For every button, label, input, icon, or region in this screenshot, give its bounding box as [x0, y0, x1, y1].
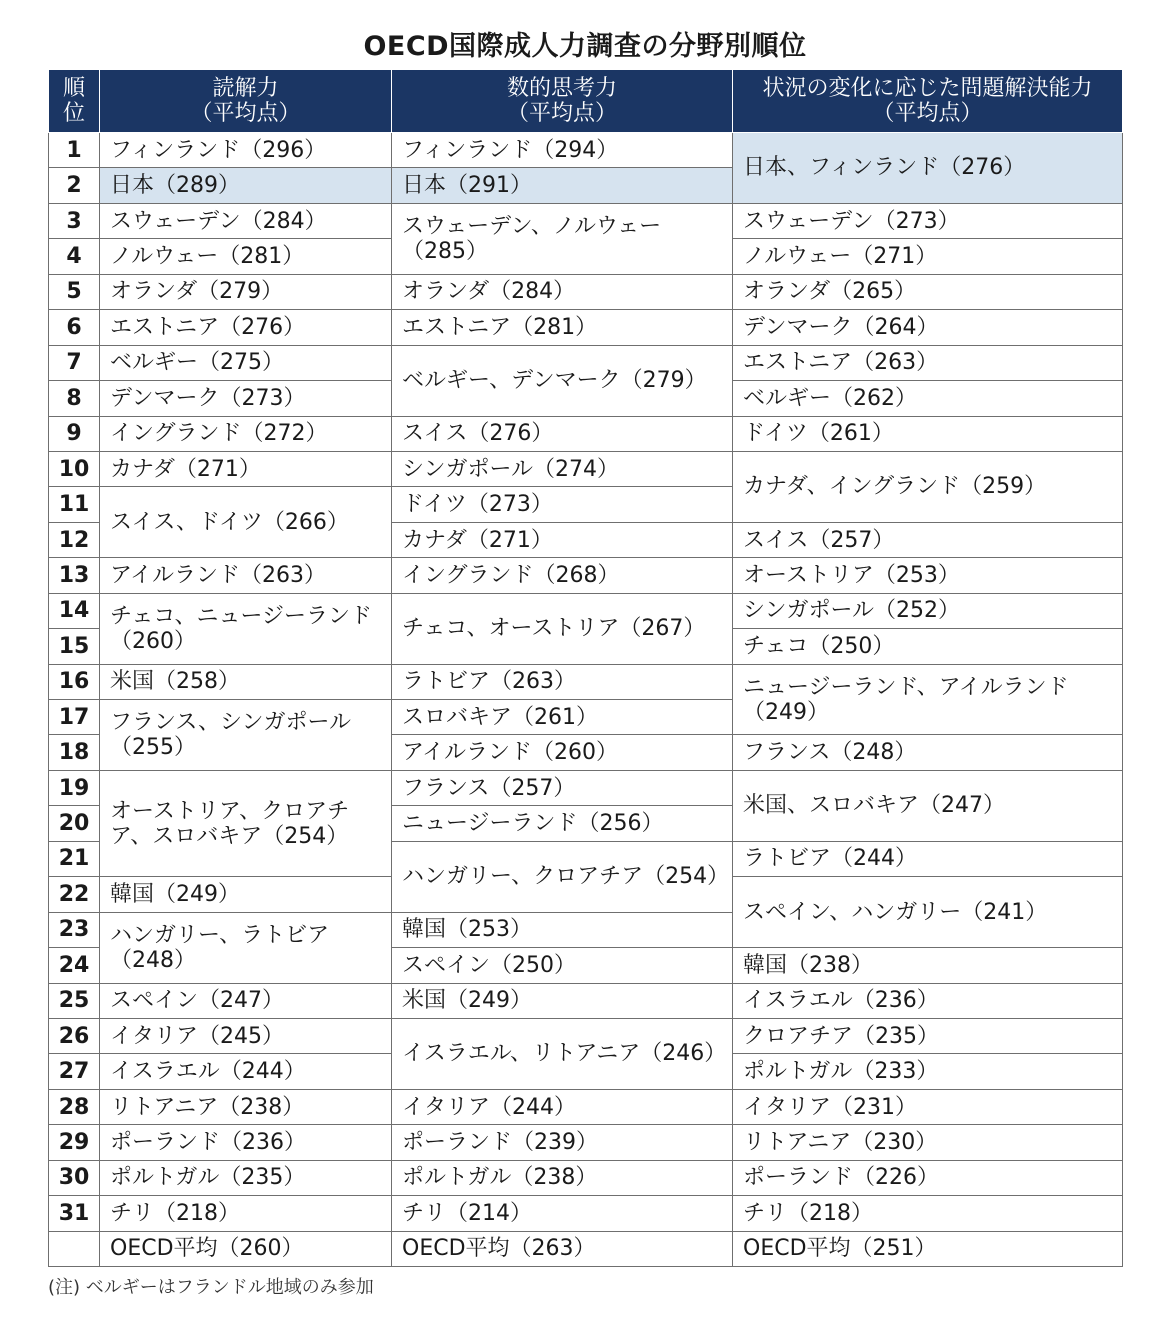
header-math [392, 70, 733, 133]
reading-cell: チリ（218） [100, 1196, 392, 1231]
rank-cell: 4 [49, 239, 100, 274]
table-row [49, 310, 1123, 345]
header-problem-title: 状況の変化に応じた問題解決能力 [762, 76, 1093, 101]
table-row [49, 770, 1123, 805]
problem-cell: ニュージーランド、アイルランド（249） [733, 664, 1123, 735]
math-cell: ポーランド（239） [392, 1125, 733, 1160]
problem-cell: オランダ（265） [733, 274, 1123, 309]
rank-cell: 31 [49, 1196, 100, 1231]
math-cell: スウェーデン、ノルウェー（285） [392, 203, 733, 274]
reading-cell: オーストリア、クロアチア、スロバキア（254） [100, 770, 392, 876]
rank-cell: 21 [49, 841, 100, 876]
problem-cell: クロアチア（235） [733, 1018, 1123, 1053]
rank-cell: 29 [49, 1125, 100, 1160]
rank-cell: 11 [49, 487, 100, 522]
math-cell: シンガポール（274） [392, 451, 733, 486]
rank-cell: 9 [49, 416, 100, 451]
rank-cell: 27 [49, 1054, 100, 1089]
math-cell: フィンランド（294） [392, 133, 733, 168]
table-row [49, 416, 1123, 451]
header-math-sub: （平均点） [506, 101, 617, 126]
reading-cell: デンマーク（273） [100, 381, 392, 416]
problem-cell: 韓国（238） [733, 948, 1123, 983]
table-row [49, 593, 1123, 628]
table-row [49, 1196, 1123, 1231]
table-row [49, 664, 1123, 699]
rank-cell: 26 [49, 1018, 100, 1053]
rank-cell-empty [49, 1231, 100, 1266]
ranking-table [48, 69, 1123, 1267]
math-cell: 米国（249） [392, 983, 733, 1018]
problem-cell: チェコ（250） [733, 629, 1123, 664]
header-rank-line1: 順 [62, 76, 85, 101]
reading-cell: イングランド（272） [100, 416, 392, 451]
table-row [49, 1018, 1123, 1053]
rank-cell: 17 [49, 700, 100, 735]
header-problem [733, 70, 1123, 133]
table-row [49, 345, 1123, 380]
rank-cell: 18 [49, 735, 100, 770]
reading-cell: 韓国（249） [100, 877, 392, 912]
rank-cell: 24 [49, 948, 100, 983]
rank-cell: 14 [49, 593, 100, 628]
table-row [49, 274, 1123, 309]
oecd-average-math: OECD平均（263） [392, 1231, 733, 1266]
problem-cell: ポーランド（226） [733, 1160, 1123, 1195]
reading-cell: ベルギー（275） [100, 345, 392, 380]
header-row [49, 70, 1123, 133]
oecd-average-problem: OECD平均（251） [733, 1231, 1123, 1266]
math-cell: スロバキア（261） [392, 700, 733, 735]
math-cell: カナダ（271） [392, 522, 733, 557]
math-cell: ラトビア（263） [392, 664, 733, 699]
oecd-average-row [49, 1231, 1123, 1266]
reading-cell: 日本（289） [100, 168, 392, 203]
problem-cell: ラトビア（244） [733, 841, 1123, 876]
reading-cell: カナダ（271） [100, 451, 392, 486]
rank-cell: 3 [49, 203, 100, 238]
math-cell: ポルトガル（238） [392, 1160, 733, 1195]
reading-cell: スペイン（247） [100, 983, 392, 1018]
header-rank [49, 70, 100, 133]
rank-cell: 15 [49, 629, 100, 664]
reading-cell: ポルトガル（235） [100, 1160, 392, 1195]
table-body [49, 133, 1123, 1267]
problem-cell: ポルトガル（233） [733, 1054, 1123, 1089]
header-reading-title: 読解力 [212, 76, 279, 101]
table-row [49, 451, 1123, 486]
rank-cell: 12 [49, 522, 100, 557]
reading-cell: 米国（258） [100, 664, 392, 699]
table-row [49, 203, 1123, 238]
problem-cell: エストニア（263） [733, 345, 1123, 380]
footnote: (注) ベルギーはフランドル地域のみ参加 [48, 1277, 374, 1298]
math-cell: イタリア（244） [392, 1089, 733, 1124]
header-rank-line2: 位 [62, 101, 85, 126]
rank-cell: 6 [49, 310, 100, 345]
rank-cell: 7 [49, 345, 100, 380]
problem-cell: ノルウェー（271） [733, 239, 1123, 274]
math-cell: ドイツ（273） [392, 487, 733, 522]
math-cell: ニュージーランド（256） [392, 806, 733, 841]
rank-cell: 30 [49, 1160, 100, 1195]
table-row [49, 1089, 1123, 1124]
math-cell: 日本（291） [392, 168, 733, 203]
problem-cell: イタリア（231） [733, 1089, 1123, 1124]
header-problem-sub: （平均点） [872, 101, 983, 126]
reading-cell: リトアニア（238） [100, 1089, 392, 1124]
rank-cell: 28 [49, 1089, 100, 1124]
rank-cell: 23 [49, 912, 100, 947]
problem-cell: シンガポール（252） [733, 593, 1123, 628]
math-cell: イングランド（268） [392, 558, 733, 593]
problem-cell: ベルギー（262） [733, 381, 1123, 416]
problem-cell: チリ（218） [733, 1196, 1123, 1231]
rank-cell: 19 [49, 770, 100, 805]
math-cell: オランダ（284） [392, 274, 733, 309]
header-math-title: 数的思考力 [506, 76, 617, 101]
problem-cell: 米国、スロバキア（247） [733, 770, 1123, 841]
rank-cell: 5 [49, 274, 100, 309]
rank-cell: 16 [49, 664, 100, 699]
problem-cell: オーストリア（253） [733, 558, 1123, 593]
table-row [49, 983, 1123, 1018]
math-cell: チェコ、オーストリア（267） [392, 593, 733, 664]
problem-cell: フランス（248） [733, 735, 1123, 770]
rank-cell: 13 [49, 558, 100, 593]
table-row [49, 1125, 1123, 1160]
oecd-average-reading: OECD平均（260） [100, 1231, 392, 1266]
rank-cell: 20 [49, 806, 100, 841]
reading-cell: イタリア（245） [100, 1018, 392, 1053]
math-cell: イスラエル、リトアニア（246） [392, 1018, 733, 1089]
rank-cell: 8 [49, 381, 100, 416]
reading-cell: フランス、シンガポール（255） [100, 700, 392, 771]
header-reading [100, 70, 392, 133]
math-cell: ハンガリー、クロアチア（254） [392, 841, 733, 912]
rank-cell: 25 [49, 983, 100, 1018]
reading-cell: イスラエル（244） [100, 1054, 392, 1089]
math-cell: フランス（257） [392, 770, 733, 805]
reading-cell: アイルランド（263） [100, 558, 392, 593]
problem-cell: リトアニア（230） [733, 1125, 1123, 1160]
problem-cell: スイス（257） [733, 522, 1123, 557]
math-cell: チリ（214） [392, 1196, 733, 1231]
problem-cell: ドイツ（261） [733, 416, 1123, 451]
math-cell: アイルランド（260） [392, 735, 733, 770]
header-reading-sub: （平均点） [190, 101, 301, 126]
rank-cell: 2 [49, 168, 100, 203]
math-cell: スイス（276） [392, 416, 733, 451]
reading-cell: オランダ（279） [100, 274, 392, 309]
rank-cell: 10 [49, 451, 100, 486]
reading-cell: エストニア（276） [100, 310, 392, 345]
table-row [49, 558, 1123, 593]
problem-cell: スウェーデン（273） [733, 203, 1123, 238]
problem-cell: スペイン、ハンガリー（241） [733, 877, 1123, 948]
problem-cell: デンマーク（264） [733, 310, 1123, 345]
math-cell: エストニア（281） [392, 310, 733, 345]
reading-cell: スイス、ドイツ（266） [100, 487, 392, 558]
reading-cell: チェコ、ニュージーランド（260） [100, 593, 392, 664]
reading-cell: ノルウェー（281） [100, 239, 392, 274]
reading-cell: ハンガリー、ラトビア（248） [100, 912, 392, 983]
reading-cell: フィンランド（296） [100, 133, 392, 168]
page-title: OECD国際成人力調査の分野別順位 [363, 31, 807, 62]
math-cell: 韓国（253） [392, 912, 733, 947]
rank-cell: 22 [49, 877, 100, 912]
math-cell: ベルギー、デンマーク（279） [392, 345, 733, 416]
rank-cell: 1 [49, 133, 100, 168]
reading-cell: スウェーデン（284） [100, 203, 392, 238]
table-row [49, 1160, 1123, 1195]
problem-cell: 日本、フィンランド（276） [733, 133, 1123, 204]
problem-cell: カナダ、イングランド（259） [733, 451, 1123, 522]
math-cell: スペイン（250） [392, 948, 733, 983]
problem-cell: イスラエル（236） [733, 983, 1123, 1018]
table-row [49, 133, 1123, 168]
reading-cell: ポーランド（236） [100, 1125, 392, 1160]
